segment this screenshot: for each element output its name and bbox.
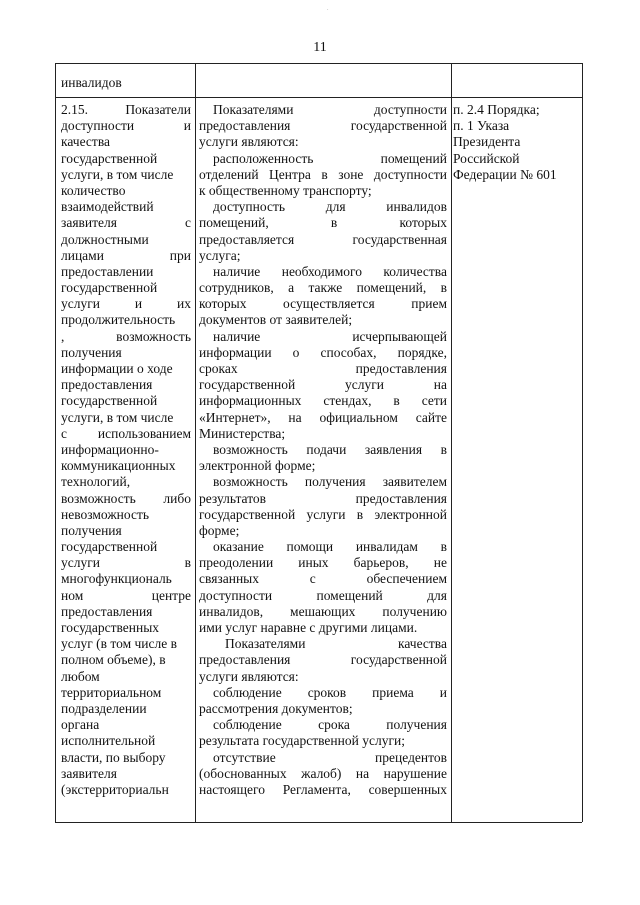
table-cell-line: информации о ходе bbox=[61, 361, 173, 376]
table-row-divider bbox=[55, 97, 583, 98]
table-cell-line: получения bbox=[61, 344, 122, 360]
table-cell-line: предоставления bbox=[61, 377, 153, 393]
table-column-divider-2 bbox=[451, 63, 452, 822]
table-cell-line: государственной услуги в электронной bbox=[199, 506, 447, 522]
table-cell-line: которых осуществляется прием bbox=[199, 296, 447, 312]
table-cell-line: расположенность помещений bbox=[213, 150, 447, 166]
table-cell-line: п. 1 Указа bbox=[453, 118, 510, 134]
table-cell-line: ном центре bbox=[61, 587, 191, 603]
table-cell-line: доступности помещений для bbox=[199, 587, 447, 603]
table-cell-line: государственной bbox=[61, 393, 158, 409]
table-cell-line: доступности и bbox=[61, 118, 191, 134]
table-cell-line: п. 2.4 Порядка; bbox=[453, 102, 540, 117]
table-cell-line: качества bbox=[61, 134, 111, 150]
table-cell-line: отделений Центра в зоне доступности bbox=[199, 166, 447, 182]
table-cell-line: Президента bbox=[453, 134, 521, 150]
table-cell-line: инвалидов, мешающих получению bbox=[199, 603, 447, 619]
table-cell-line: предоставлении bbox=[61, 263, 154, 279]
table-cell-line: информации о способах, порядке, bbox=[199, 344, 447, 360]
table-cell-line: должностными bbox=[61, 231, 149, 247]
table-cell-line: результатов предоставления bbox=[199, 490, 447, 506]
table-cell-line: услуга; bbox=[199, 247, 241, 263]
table-cell-line: (обоснованных жалоб) на нарушение bbox=[199, 765, 447, 781]
table-cell-line: органа bbox=[61, 717, 100, 733]
table-cell-line: Министерства; bbox=[199, 425, 286, 441]
table-border-right bbox=[582, 63, 583, 822]
page-dot-mark: . bbox=[327, 6, 329, 12]
table-cell-line: Российской bbox=[453, 150, 520, 166]
table-cell-line: результата государственной услуги; bbox=[199, 733, 405, 749]
table-cell-line: государственной bbox=[61, 280, 158, 296]
previous-row-cell: инвалидов bbox=[61, 75, 122, 90]
table-cell-line: получения bbox=[61, 522, 122, 538]
table-cell-line: возможность подачи заявления в bbox=[213, 441, 447, 457]
table-cell-line: сотрудников, а также помещений, в bbox=[199, 280, 447, 296]
table-cell-line: отсутствие прецедентов bbox=[213, 749, 447, 765]
table-cell-line: форме; bbox=[199, 522, 240, 538]
table-cell-line: электронной форме; bbox=[199, 458, 316, 474]
table-cell-line: соблюдение срока получения bbox=[213, 717, 447, 733]
table-border-left bbox=[55, 63, 56, 822]
table-cell-line: информационных стендах, в сети bbox=[199, 393, 447, 409]
table-cell-line: заявителя bbox=[61, 765, 117, 781]
table-cell-line: невозможность bbox=[61, 506, 150, 522]
table-cell-line: территориальном bbox=[61, 684, 162, 700]
table-cell-line: информационно- bbox=[61, 441, 159, 457]
table-cell-line: исполнительной bbox=[61, 733, 156, 749]
table-cell-line: наличие необходимого количества bbox=[213, 263, 447, 279]
table-cell-line: документов от заявителей; bbox=[199, 312, 353, 328]
table-cell-line: многофункциональ bbox=[61, 571, 172, 587]
table-cell-line: предоставляется государственная bbox=[199, 231, 447, 247]
table-cell-line: услуги, в том числе bbox=[61, 166, 174, 182]
table-cell-line: возможность получения заявителем bbox=[213, 474, 447, 490]
table-cell-line: к общественному транспорту; bbox=[199, 182, 372, 198]
table-cell-line: возможность либо bbox=[61, 490, 191, 506]
table-cell-line: подразделении bbox=[61, 700, 147, 716]
table-cell-line: Показателями качества bbox=[225, 636, 447, 652]
table-cell-line: с использованием bbox=[61, 425, 191, 441]
column-legal-basis bbox=[453, 102, 578, 183]
table-cell-line: , возможность bbox=[61, 328, 191, 344]
column-content bbox=[199, 102, 447, 798]
table-cell-line: коммуникационных bbox=[61, 458, 176, 474]
table-cell-line: доступность для инвалидов bbox=[213, 199, 447, 215]
page-number: 11 bbox=[313, 40, 327, 55]
table-cell-line: «Интернет», на официальном сайте bbox=[199, 409, 447, 425]
table-cell-line: технологий, bbox=[61, 474, 131, 490]
table-cell-line: Федерации № 601 bbox=[453, 166, 557, 182]
table-cell-line: предоставления государственной bbox=[199, 118, 447, 134]
table-cell-line: услуги и их bbox=[61, 296, 191, 312]
table-cell-line: преодолении иных барьеров, не bbox=[199, 555, 447, 571]
table-cell-line: наличие исчерпывающей bbox=[213, 328, 447, 344]
table-column-divider-1 bbox=[195, 63, 196, 822]
table-cell-line: власти, по выбору bbox=[61, 749, 166, 765]
table-cell-line: предоставления bbox=[61, 603, 153, 619]
table-cell-line: оказание помощи инвалидам в bbox=[213, 539, 447, 555]
table-cell-line: помещений, в которых bbox=[199, 215, 447, 231]
table-cell-line: услуги являются: bbox=[199, 668, 299, 684]
table-cell-line: продолжительность bbox=[61, 312, 176, 328]
table-cell-line: (экстерриториальн bbox=[61, 781, 169, 797]
table-cell-line: сроках предоставления bbox=[199, 361, 447, 376]
table-cell-line: государственной услуги на bbox=[199, 377, 447, 393]
table-cell-line: настоящего Регламента, совершенных bbox=[199, 781, 447, 797]
table-cell-line: государственных bbox=[61, 620, 160, 635]
table-cell-line: полном объеме), в bbox=[61, 652, 166, 668]
table-cell-line: лицами при bbox=[61, 247, 191, 263]
table-cell-line: любом bbox=[61, 668, 100, 684]
table-cell-line: услуги являются: bbox=[199, 134, 299, 150]
table-cell-line: количество bbox=[61, 182, 126, 198]
table-cell-line: соблюдение сроков приема и bbox=[213, 684, 447, 700]
table-cell-line: государственной bbox=[61, 539, 158, 555]
table-cell-line: Показателями доступности bbox=[213, 102, 447, 117]
table-cell-line: заявителя с bbox=[61, 215, 191, 231]
table-cell-line: ими услуг наравне с другими лицами. bbox=[199, 620, 418, 635]
column-requirement bbox=[61, 102, 191, 798]
table-cell-line: рассмотрения документов; bbox=[199, 700, 353, 716]
table-cell-line: услуги, в том числе bbox=[61, 409, 174, 425]
table-cell-line: государственной bbox=[61, 150, 158, 166]
table-cell-line: услуг (в том числе в bbox=[61, 636, 178, 652]
table-cell-line: услуги в bbox=[61, 555, 191, 571]
table-cell-line: взаимодействий bbox=[61, 199, 154, 215]
table-cell-line: связанных с обеспечением bbox=[199, 571, 447, 587]
table-cell-line: предоставления государственной bbox=[199, 652, 447, 668]
table-cell-line: 2.15. Показатели bbox=[61, 102, 191, 117]
